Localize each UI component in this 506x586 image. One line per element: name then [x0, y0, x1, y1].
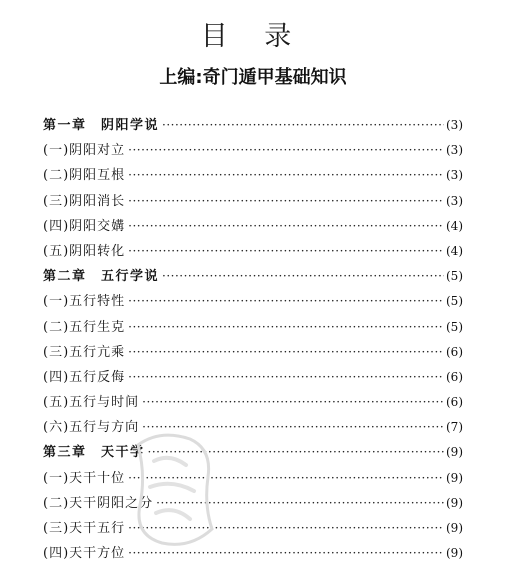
- toc-page-number: (5): [446, 294, 463, 309]
- dot-leader: [128, 168, 444, 182]
- toc-section-entry[interactable]: [43, 366, 463, 391]
- dot-leader: [128, 546, 444, 560]
- toc-section-entry[interactable]: [43, 164, 463, 189]
- toc-page-number: (3): [446, 168, 463, 183]
- toc-section-entry[interactable]: [43, 290, 463, 315]
- dot-leader: [162, 269, 444, 283]
- dot-leader: [142, 395, 444, 409]
- toc-entry-label: (一)天干十位: [43, 470, 126, 486]
- toc-entry-label: (三)阴阳消长: [43, 193, 126, 209]
- dot-leader: [128, 370, 444, 384]
- toc-chapter-entry[interactable]: [43, 441, 463, 466]
- toc-section-entry[interactable]: [43, 467, 463, 492]
- toc-section-entry[interactable]: [43, 341, 463, 366]
- toc-entry-label: (四)天干方位: [43, 546, 126, 562]
- toc-page-number: (9): [446, 495, 463, 510]
- toc-page-number: (9): [446, 445, 463, 460]
- toc-page-number: (9): [446, 470, 463, 485]
- toc-page-number: (9): [446, 546, 463, 561]
- toc-entry-label: (四)五行反侮: [43, 369, 126, 385]
- dot-leader: [128, 320, 444, 334]
- toc-entry-label: (三)天干五行: [43, 521, 126, 536]
- toc-section-entry[interactable]: [43, 517, 463, 542]
- toc-page-number: (9): [446, 521, 463, 535]
- toc-entry-label: 第二章 五行学说: [43, 269, 160, 285]
- dot-leader: [128, 471, 444, 485]
- toc-page-number: (3): [446, 143, 463, 158]
- toc-section-entry[interactable]: [43, 316, 463, 341]
- dot-leader: [128, 219, 444, 233]
- dot-leader: [162, 118, 444, 132]
- toc-page-number: (3): [446, 193, 463, 208]
- toc-page-number: (5): [446, 269, 463, 284]
- toc-chapter-entry[interactable]: [43, 265, 463, 290]
- toc-list: [43, 114, 463, 567]
- toc-entry-label: (五)阴阳转化: [43, 243, 126, 259]
- page-title: 目 录: [200, 21, 306, 52]
- dot-leader: [128, 345, 444, 359]
- toc-page-number: (7): [446, 420, 463, 435]
- dot-leader: [156, 496, 444, 510]
- toc-section-entry[interactable]: [43, 416, 463, 441]
- toc-entry-label: (二)阴阳互根: [43, 168, 126, 184]
- dot-leader: [128, 244, 444, 258]
- toc-page-number: (4): [446, 243, 463, 258]
- dot-leader: [148, 445, 444, 459]
- toc-entry-label: (一)阴阳对立: [43, 143, 126, 159]
- toc-entry-label: (四)阴阳交媾: [43, 218, 126, 234]
- toc-entry-label: 第三章 天干学: [43, 445, 145, 461]
- part-heading: 上编:奇门遁甲基础知识: [159, 67, 347, 88]
- toc-chapter-entry[interactable]: [43, 114, 463, 139]
- dot-leader: [142, 420, 444, 434]
- toc-section-entry[interactable]: [43, 391, 463, 416]
- dot-leader: [128, 194, 444, 208]
- toc-section-entry[interactable]: [43, 190, 463, 215]
- toc-entry-label: (二)天干阴阳之分: [43, 495, 154, 511]
- toc-section-entry[interactable]: [43, 240, 463, 265]
- dot-leader: [128, 521, 444, 535]
- toc-page-number: (6): [446, 369, 463, 384]
- toc-entry-label: (五)五行与时间: [43, 395, 140, 411]
- toc-page-number: (4): [446, 218, 463, 233]
- toc-page-number: (3): [446, 118, 463, 132]
- dot-leader: [128, 294, 444, 308]
- toc-page-number: (6): [446, 395, 463, 410]
- toc-entry-label: 第一章 阴阳学说: [43, 118, 160, 133]
- toc-section-entry[interactable]: [43, 215, 463, 240]
- toc-entry-label: (三)五行亢乘: [43, 344, 126, 360]
- toc-section-entry[interactable]: [43, 492, 463, 517]
- toc-entry-label: (六)五行与方向: [43, 420, 140, 436]
- toc-entry-label: (一)五行特性: [43, 294, 126, 310]
- toc-section-entry[interactable]: [43, 139, 463, 164]
- dot-leader: [128, 143, 444, 157]
- toc-page-number: (5): [446, 319, 463, 334]
- toc-section-entry[interactable]: [43, 542, 463, 567]
- toc-entry-label: (二)五行生克: [43, 319, 126, 335]
- toc-page-number: (6): [446, 344, 463, 359]
